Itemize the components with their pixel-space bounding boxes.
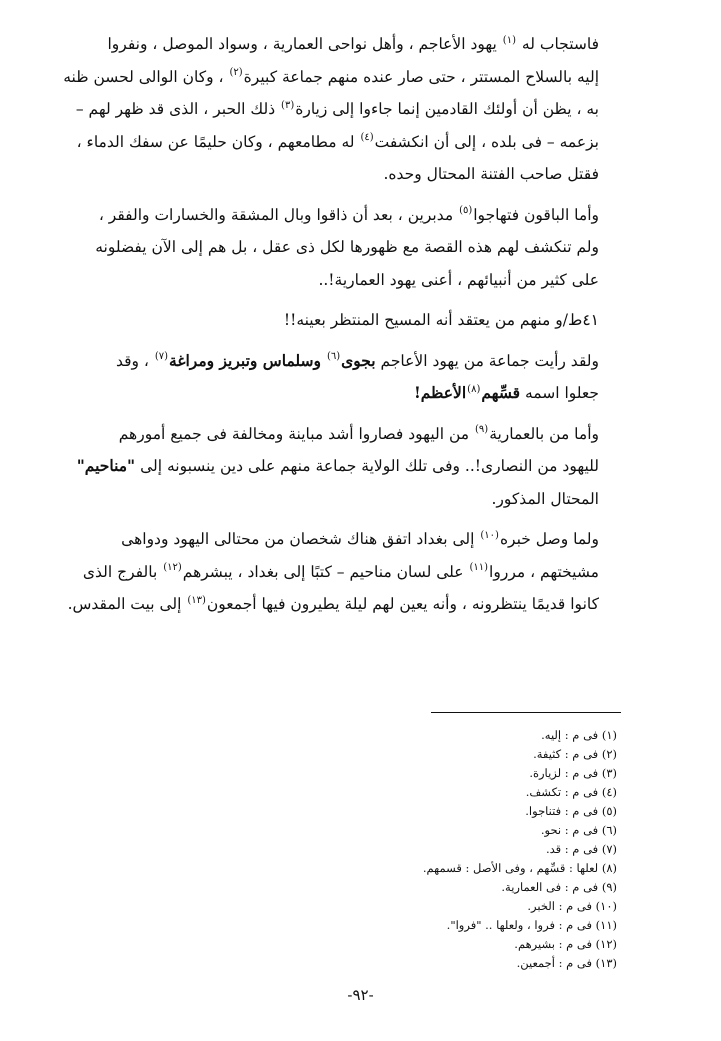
text-line — [101, 418, 621, 451]
footnote: (١١) فى م : فروا ، ولعلها .. "فروا". — [446, 918, 617, 932]
text-run: لليهود من النصارى!.. وفى تلك الولاية جماعة منهم على دين ينسبونه إلى — [135, 457, 599, 475]
footnote-marker: (٧) — [154, 351, 169, 363]
text-run: جعلوا اسمه — [520, 384, 599, 402]
text-run: مدبرين ، بعد أن ذاقوا وبال المشقة والخسارات والفقر ، — [98, 205, 459, 224]
footnote-marker: (١) — [502, 34, 516, 46]
text-run: ولقد رأيت جماعة من يهود الأعاجم — [375, 351, 599, 370]
text-run: المحتال المذكور. — [491, 489, 599, 508]
text-run: على لسان مناحيم – كتبًا إلى بغداد ، يبشرهم — [182, 562, 469, 581]
text-run: إلى بغداد اتفق هناك شخصان من محتالى اليهود ودواهى — [121, 530, 480, 548]
paragraph-3 — [101, 304, 621, 337]
footnote: (٦) فى م : نحو. — [540, 823, 617, 837]
footnote-marker: (٦) — [326, 351, 341, 363]
text-line — [98, 199, 621, 232]
footnote-marker: (١٢) — [163, 562, 182, 574]
text-run: به ، يظن أن أولئك القادمين إنما جاءوا إلى زيارة — [295, 100, 599, 118]
text-run: وأما من بالعمارية — [489, 424, 599, 443]
text-line — [76, 450, 621, 483]
text-line — [63, 61, 621, 94]
footnote: (٥) فى م : فتناجوا. — [525, 804, 617, 818]
footnote: (١٠) فى م : الخبر. — [527, 899, 617, 913]
footnotes-list — [317, 726, 617, 973]
text-run: ٤١ط/و منهم من يعتقد أنه المسيح المنتظر بعينه!! — [283, 311, 599, 329]
footnote: (١٣) فى م : أجمعين. — [516, 956, 617, 970]
bold-text-run: بجوى — [341, 350, 376, 370]
footnote-marker: (٣) — [281, 99, 295, 111]
footnote: (٣) فى م : لزيارة. — [529, 766, 617, 780]
footnote-marker: (١٠) — [480, 529, 499, 541]
footnote: (٨) لعلها : قسِّهم ، وفى الأصل : قسمهم. — [422, 861, 617, 875]
paragraph-5 — [76, 418, 621, 516]
footnote-marker: (٩) — [475, 424, 489, 436]
text-run: من اليهود فصاروا أشد مباينة ومخالفة فى جميع أمورهم — [118, 424, 474, 443]
text-run: له مطامعهم ، وكان حليمًا عن سفك الدماء ، — [76, 132, 360, 151]
bold-text-run: قسِّهم — [481, 383, 521, 402]
footnote: (١٢) فى م : بشيرهم. — [514, 937, 617, 951]
text-run: فاستجاب له — [516, 35, 599, 53]
footnote-marker: (٥) — [459, 205, 473, 217]
footnote-marker: (٢) — [229, 67, 243, 79]
text-line — [101, 264, 621, 297]
bold-text-run: وسلماس وتبريز ومراغة — [169, 350, 322, 370]
text-line — [101, 523, 621, 556]
text-run: ولم تنكشف لهم هذه القصة مع ظهورها لكل ذى عقل ، بل هم إلى الآن يفضلونه — [95, 238, 599, 256]
text-line — [75, 93, 621, 126]
text-run: مشيختهم ، مرروا — [489, 562, 599, 581]
paragraph-6 — [67, 523, 621, 621]
bold-text-run: الأعظم! — [413, 383, 467, 402]
text-line — [76, 126, 621, 159]
text-line — [101, 345, 621, 378]
footnote-marker: (١١) — [469, 562, 489, 574]
text-line — [82, 556, 621, 589]
text-run: فقتل صاحب الفتنة المحتال وحده. — [383, 165, 599, 183]
text-line — [101, 158, 621, 191]
text-run: وأما الباقون فتهاجوا — [473, 205, 599, 224]
text-line — [101, 483, 621, 516]
text-run: ، وكان الوالى لحسن ظنه — [63, 67, 229, 86]
text-run: إلى بيت المقدس. — [67, 595, 187, 613]
footnote: (٧) فى م : قد. — [545, 842, 617, 856]
page-number: -٩٢- — [347, 986, 374, 1004]
text-line — [67, 588, 621, 621]
footnote-marker: (٨) — [467, 383, 481, 395]
text-run: على كثير من أنبيائهم ، أعنى يهود العمارية!.. — [318, 270, 599, 289]
text-line — [95, 231, 621, 264]
text-run: بالفرج الذى — [82, 562, 163, 581]
footnote: (٤) فى م : تكشف. — [525, 785, 617, 799]
text-run: إليه بالسلاح المستتر ، حتى صار عنده منهم جماعة كبيرة — [243, 67, 599, 86]
text-run: بزعمه – فى بلده ، إلى أن انكشفت — [374, 132, 599, 151]
main-text — [63, 28, 621, 629]
text-run: يهود الأعاجم ، وأهل نواحى العمارية ، وسواد الموصل ، ونفروا — [107, 35, 502, 53]
footnote-marker: (٤) — [360, 132, 374, 144]
footnote: (١) فى م : إليه. — [541, 728, 617, 742]
text-run: كانوا قديمًا ينتظرونه ، وأنه يعين لهم ليلة يطيرون فيها أجمعون — [206, 595, 599, 613]
paragraph-2 — [95, 199, 621, 297]
paragraph-4 — [101, 345, 621, 410]
text-run: ، وقد — [115, 351, 154, 370]
text-line — [101, 377, 621, 410]
footnote-marker: (١٣) — [187, 594, 206, 606]
text-line — [101, 28, 621, 61]
paragraph-1 — [63, 28, 621, 191]
text-run: ذلك الحبر ، الذى قد ظهر لهم – — [75, 100, 281, 118]
text-run: ولما وصل خبره — [499, 530, 599, 548]
footnote: (٩) فى م : فى العمارية. — [501, 880, 617, 894]
bold-text-run: "مناحيم" — [76, 456, 136, 475]
footnote-separator — [431, 712, 621, 713]
footnote: (٢) فى م : كثيفة. — [533, 747, 617, 761]
text-line — [101, 304, 621, 337]
